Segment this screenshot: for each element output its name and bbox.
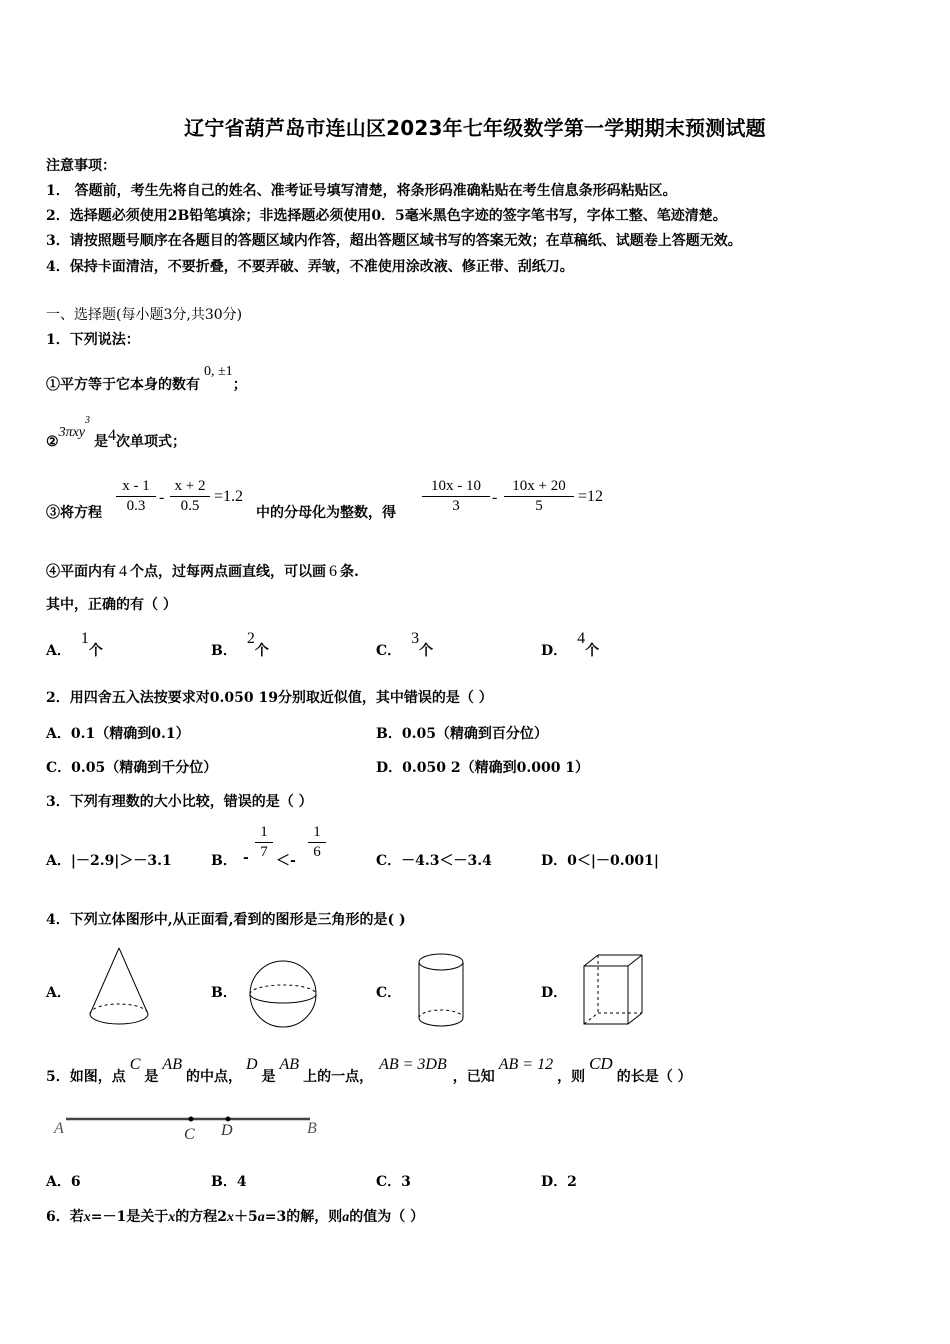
notice-item-3: 3．请按照题号顺序在各题目的答题区域内作答，超出答题区域书写的答案无效；在草稿纸、试题卷上答题无效。 [46, 233, 742, 249]
q3-stem: 3．下列有理数的大小比较，错误的是（ ） [46, 794, 313, 810]
option-unit: 个 [419, 643, 434, 659]
q1-stem: 1．下列说法： [46, 332, 140, 348]
q5-text: 的中点， [185, 1069, 242, 1085]
frac-den: 3 [452, 498, 460, 514]
q1-s1-post: ； [232, 377, 247, 393]
q5-segment-ab: AB [162, 1056, 182, 1073]
q1-s3-frac1 [116, 478, 156, 515]
q4-option-b-label[interactable]: B． [211, 985, 237, 1001]
q5-option-d[interactable]: D．2 [541, 1174, 577, 1190]
q5-option-c[interactable]: C．3 [376, 1174, 411, 1190]
q2-option-d[interactable]: D．0.050 2（精确到0.000 1） [376, 760, 590, 776]
q6-text: =－1是关于 [90, 1209, 169, 1225]
q1-s3-pre: ③将方程 [46, 505, 102, 521]
notice-item-4: 4．保持卡面清洁，不要折叠，不要弄破、弄皱，不准使用涂改液、修正带、刮纸刀。 [46, 259, 574, 275]
q5-segment-ab-2: AB [279, 1056, 300, 1073]
q5-segment-cd: CD [589, 1054, 613, 1073]
q1-s3-eq2: =12 [578, 488, 604, 505]
q1-s2-text: ② [46, 434, 59, 450]
figure-label-b: B [307, 1120, 317, 1137]
q6-var-x: x [226, 1210, 234, 1225]
figure-label-a: A [54, 1120, 64, 1137]
q5-text: 是 [261, 1069, 276, 1085]
q1-s2-num: 4 [108, 427, 117, 444]
q4-stem: 4．下列立体图形中,从正面看,看到的图形是三角形的是( ) [46, 912, 406, 928]
q5-point-d: D [245, 1056, 258, 1073]
q3-option-a[interactable]: A．|－2.9|＞－3.1 [46, 853, 172, 869]
q3-option-c[interactable]: C．－4.3＜－3.4 [376, 853, 492, 869]
frac-num: 1 [260, 824, 268, 840]
option-label: C． [376, 643, 402, 659]
figure-label-c: C [184, 1126, 195, 1143]
q5-text: ，则 [557, 1069, 586, 1085]
option-num: 2 [246, 630, 255, 647]
option-unit: 个 [88, 643, 103, 659]
q5-text: 的长是（ ） [616, 1069, 692, 1085]
q4-option-c-label[interactable]: C． [376, 985, 402, 1001]
q1-ask: 其中，正确的有（ ） [46, 597, 177, 613]
q1-s1-math: 0, ±1 [204, 364, 233, 379]
option-unit: 个 [585, 643, 600, 659]
frac-num: x - 1 [122, 478, 150, 494]
q1-s2-exp: 3 [85, 415, 91, 426]
q4-option-a-label[interactable]: A． [46, 985, 71, 1001]
q6-stem [46, 1206, 424, 1226]
q3-b-minus: - [243, 850, 249, 866]
q6-text: ＋5 [233, 1209, 258, 1225]
q1-s2-post: 次单项式； [116, 434, 187, 450]
cube-figure [580, 952, 646, 1028]
q1-s3-minus1: - [159, 489, 165, 506]
option-num: 1 [80, 630, 89, 647]
q1-option-b[interactable] [211, 630, 269, 660]
q3-b-compare: ＜- [276, 853, 296, 869]
option-label: A． [46, 643, 71, 659]
frac-den: 6 [313, 844, 321, 860]
option-unit: 个 [254, 643, 269, 659]
q6-text: 的方程2 [175, 1209, 227, 1225]
q1-s4-n2: 6 [329, 563, 337, 580]
q5-stem [46, 1054, 692, 1086]
q1-s3-frac4 [504, 478, 574, 515]
option-label: D． [541, 643, 568, 659]
option-num: 4 [577, 630, 586, 647]
frac-den: 0.3 [126, 498, 146, 514]
notice-item-1: 1． 答题前，考生先将自己的姓名、准考证号填写清楚，将条形码准确粘贴在考生信息条形码粘贴区。 [46, 183, 677, 199]
frac-num: 10x - 10 [431, 478, 481, 494]
figure-label-d: D [221, 1122, 233, 1139]
q6-text: 的值为（ ） [349, 1209, 425, 1225]
q1-s2-math: 3πxy [58, 425, 86, 440]
frac-num: x + 2 [174, 478, 206, 494]
q1-s2-mid: 是 [94, 434, 109, 450]
q5-text: ，已知 [452, 1069, 495, 1085]
section-heading: 一、选择题(每小题3分,共30分) [46, 307, 243, 323]
frac-num: 1 [313, 824, 321, 840]
q3-b-frac2 [308, 824, 326, 861]
q1-statement-4 [46, 561, 359, 581]
q3-option-d[interactable]: D．0＜|－0.001| [541, 853, 659, 869]
q5-text: 是 [144, 1069, 159, 1085]
q1-s3-frac2 [170, 478, 210, 515]
q6-var-x: x [168, 1210, 176, 1225]
notice-item-2: 2．选择题必须使用2B铅笔填涂；非选择题必须使用0．5毫米黑色字迹的签字笔书写，字体工整、笔迹清楚。 [46, 208, 727, 224]
q3-b-frac1 [255, 824, 273, 861]
frac-den: 0.5 [180, 498, 200, 514]
q2-stem: 2．用四舍五入法按要求对0.050 19分别取近似值，其中错误的是（ ） [46, 690, 493, 706]
q5-text: 上的一点， [303, 1069, 374, 1085]
q2-option-b[interactable]: B．0.05（精确到百分位） [376, 726, 548, 742]
q5-equation-1: AB = 3DB [379, 1056, 447, 1073]
option-label: B． [211, 643, 237, 659]
q1-statement-2 [46, 415, 187, 451]
q2-option-a[interactable]: A．0.1（精确到0.1） [46, 726, 190, 742]
q6-var-x: x [83, 1210, 91, 1225]
frac-den: 5 [535, 498, 543, 514]
q5-option-a[interactable]: A．6 [46, 1174, 81, 1190]
q1-statement-1 [46, 364, 247, 394]
q1-s1-text: ①平方等于它本身的数有 [46, 377, 200, 393]
cylinder-figure [414, 950, 470, 1032]
q3-option-b-label[interactable]: B． [211, 853, 237, 869]
q6-var-a: a [342, 1210, 350, 1225]
q1-s3-minus2: - [492, 489, 498, 506]
q1-s4-c: 条. [340, 564, 359, 580]
q4-option-d-label[interactable]: D． [541, 985, 568, 1001]
q2-option-c[interactable]: C．0.05（精确到千分位） [46, 760, 218, 776]
q1-s3-eq1: =1.2 [214, 488, 244, 505]
q6-var-a: a [257, 1210, 265, 1225]
q1-option-a[interactable] [46, 630, 103, 660]
q6-text: =3的解，则 [264, 1209, 343, 1225]
q1-option-c[interactable] [376, 630, 434, 660]
frac-den: 7 [260, 844, 268, 860]
q6-text: 6．若 [46, 1209, 84, 1225]
sphere-figure [246, 958, 320, 1032]
frac-num: 10x + 20 [512, 478, 566, 494]
q1-s3-mid: 中的分母化为整数，得 [256, 505, 396, 521]
q1-option-d[interactable] [541, 630, 600, 660]
cone-figure [84, 944, 154, 1028]
q1-s4-a: ④平面内有 [46, 564, 116, 580]
q5-point-c: C [129, 1056, 141, 1073]
q5-equation-2: AB = 12 [498, 1056, 554, 1073]
q1-s4-n1: 4 [119, 563, 127, 580]
q5-text: 5．如图，点 [46, 1069, 126, 1085]
page-title: 辽宁省葫芦岛市连山区2023年七年级数学第一学期期末预测试题 [184, 116, 766, 140]
option-num: 3 [411, 630, 420, 647]
q1-s4-b: 个点，过每两点画直线，可以画 [130, 564, 326, 580]
q1-s3-frac3 [422, 478, 490, 515]
notice-heading: 注意事项： [46, 158, 116, 174]
q5-option-b[interactable]: B．4 [211, 1174, 247, 1190]
